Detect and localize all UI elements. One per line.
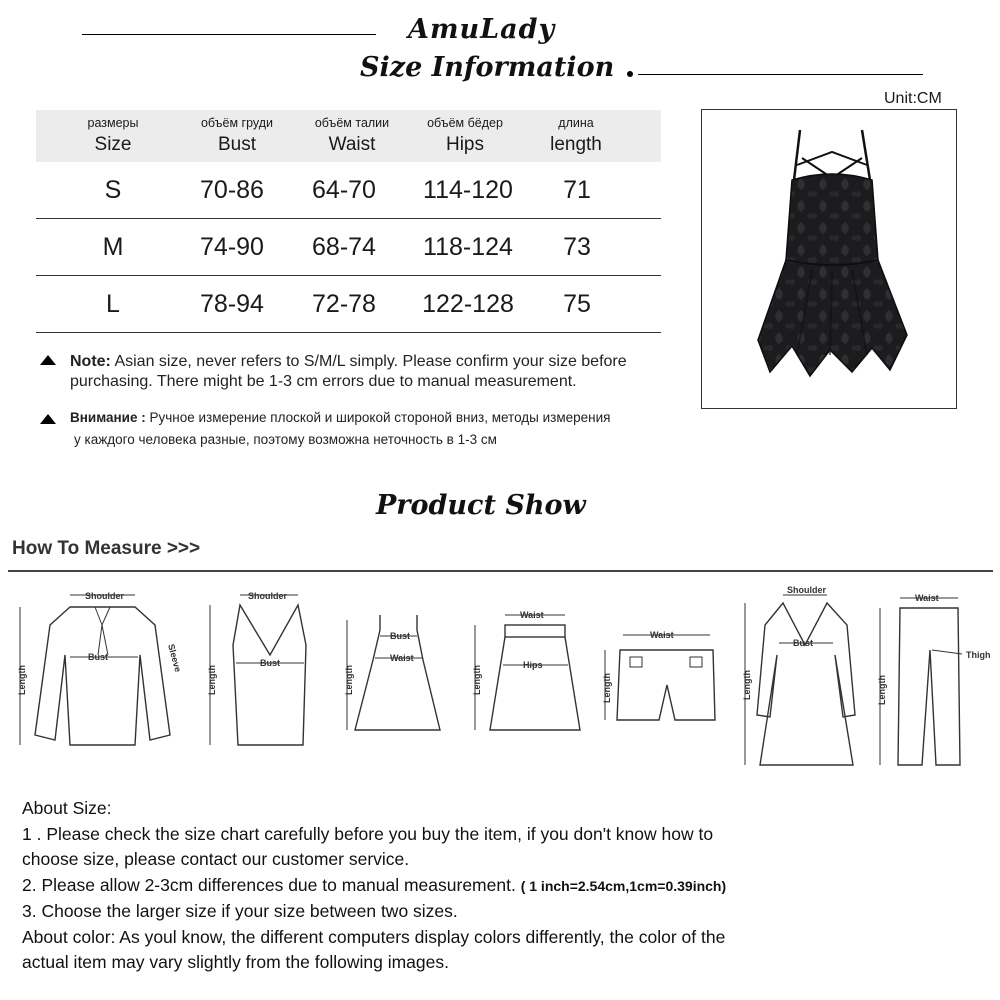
length-label: Length	[877, 675, 887, 705]
note-triangle-icon	[40, 355, 56, 365]
size-table	[36, 110, 661, 333]
cell-bust: 74-90	[200, 233, 264, 261]
col-waist-en: Waist	[328, 134, 376, 155]
blouse-diagram-icon	[10, 585, 190, 755]
cell-hips: 118-124	[423, 233, 513, 261]
ru-note-text	[70, 407, 690, 451]
coat-diagram-icon	[735, 585, 870, 775]
about-line: 2. Please allow 2-3cm differences due to manual measurement.	[22, 874, 516, 895]
col-hips-ru: объём бёдер	[427, 116, 503, 130]
conversion-note: ( 1 inch=2.54cm,1cm=0.39inch)	[520, 877, 727, 894]
length-label: Length	[344, 665, 354, 695]
length-label: Length	[207, 665, 217, 695]
brand-title: AmuLady	[408, 14, 556, 45]
col-bust-ru: объём груди	[200, 116, 273, 130]
col-bust-en: Bust	[217, 134, 257, 155]
waist-label: Waist	[650, 630, 674, 640]
col-length-en: length	[550, 134, 602, 155]
bust-label: Bust	[88, 652, 108, 662]
about-line: actual item may vary slightly from the following images.	[22, 952, 449, 972]
note-line1: Asian size, never refers to S/M/L simply. Please confirm your size before	[114, 353, 627, 370]
product-show-title: Product Show	[376, 490, 586, 521]
size-table-header	[36, 110, 661, 162]
table-row	[36, 276, 661, 333]
waist-label: Waist	[520, 610, 544, 620]
note-text	[70, 352, 690, 392]
table-row	[36, 162, 661, 219]
cell-length: 73	[563, 233, 591, 261]
bust-label: Bust	[793, 638, 813, 648]
note-label: Note:	[70, 353, 111, 370]
dress-image	[702, 110, 955, 407]
cell-hips: 122-128	[422, 290, 514, 318]
dress-diagram-icon	[335, 600, 465, 750]
bust-label: Bust	[260, 658, 280, 668]
skirt-diagram-icon	[465, 605, 595, 745]
cell-waist: 68-74	[312, 233, 376, 261]
measurement-diagrams	[0, 580, 1000, 790]
sleeve-label: Sleeve	[166, 642, 184, 674]
table-row	[36, 219, 661, 276]
cell-length: 75	[563, 290, 591, 318]
length-label: Length	[742, 670, 752, 700]
hips-label: Hips	[523, 660, 543, 670]
how-to-measure-rule	[8, 570, 993, 572]
cell-hips: 114-120	[423, 176, 513, 204]
pants-diagram-icon	[870, 590, 995, 770]
col-size-ru: размеры	[87, 116, 139, 130]
note-line2: purchasing. There might be 1-3 cm errors due to manual measurement.	[70, 373, 577, 390]
cell-size: S	[104, 176, 122, 204]
cell-length: 71	[563, 176, 591, 204]
col-hips-en: Hips	[445, 134, 484, 155]
shoulder-label: Shoulder	[787, 585, 827, 595]
waist-label: Waist	[915, 593, 939, 603]
length-label: Length	[17, 665, 27, 695]
cell-bust: 78-94	[200, 290, 264, 318]
about-line: About color: As youl know, the different computers display colors differently, the color of the	[22, 926, 726, 947]
shoulder-label: Shoulder	[248, 591, 288, 601]
cell-waist: 72-78	[312, 290, 376, 318]
cell-waist: 64-70	[312, 176, 376, 204]
ru-note-line2: у каждого человека разные, поэтому возможна неточность в 1-3 см	[74, 432, 497, 447]
warning-triangle-icon	[40, 414, 56, 424]
how-to-measure-heading: How To Measure >>>	[12, 538, 201, 559]
unit-label: Unit:CM	[884, 90, 942, 107]
product-photo	[701, 109, 957, 409]
length-label: Length	[602, 673, 612, 703]
waist-label: Waist	[390, 653, 414, 663]
ru-note-label: Внимание :	[70, 410, 146, 425]
col-length-ru: длина	[558, 116, 594, 130]
shoulder-label: Shoulder	[85, 591, 125, 601]
thigh-label: Thigh	[966, 650, 991, 660]
cell-size: L	[106, 290, 120, 318]
cell-bust: 70-86	[200, 176, 264, 204]
header-rule-right	[638, 74, 923, 75]
about-section	[22, 796, 982, 976]
about-line: choose size, please contact our customer service.	[22, 849, 410, 869]
header-dot	[627, 71, 633, 77]
about-line: 1 . Please check the size chart carefully before you buy the item, if you don't know how to	[22, 823, 714, 844]
cell-size: M	[102, 233, 124, 261]
size-information-title: Size Information	[360, 52, 615, 83]
length-label: Length	[472, 665, 482, 695]
about-size-heading: About Size:	[22, 798, 112, 818]
shorts-diagram-icon	[595, 625, 730, 735]
header-rule-left	[82, 34, 376, 35]
about-line: 3. Choose the larger size if your size between two sizes.	[22, 901, 458, 921]
col-waist-ru: объём талии	[314, 116, 390, 130]
ru-note-line1: Ручное измерение плоской и широкой стороной вниз, методы измерения	[149, 410, 611, 425]
col-size-en: Size	[94, 134, 132, 155]
tank-top-diagram-icon	[198, 585, 328, 755]
bust-label: Bust	[390, 631, 410, 641]
